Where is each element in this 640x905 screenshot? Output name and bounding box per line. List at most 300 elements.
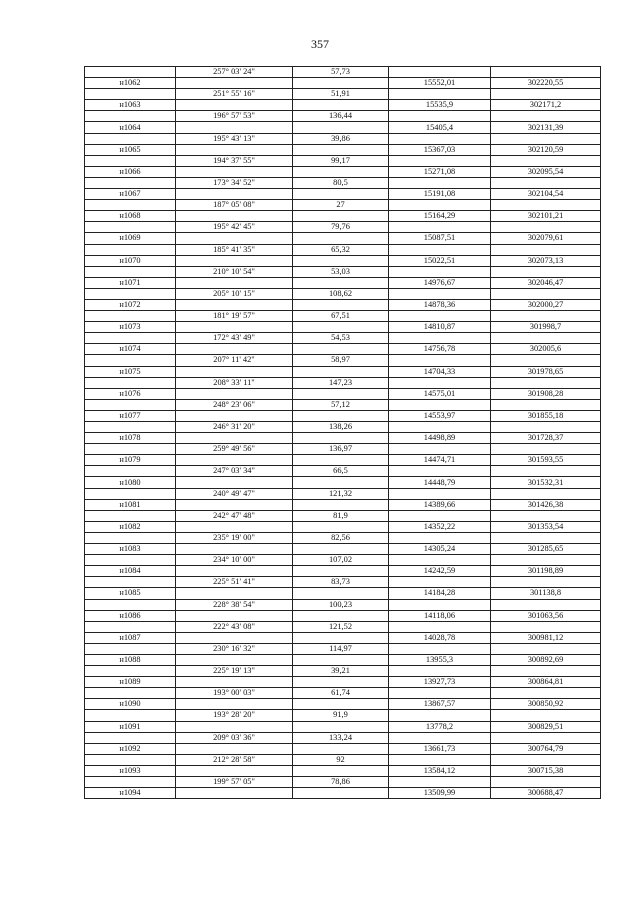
angle-cell: [176, 721, 293, 732]
point-name-cell: н1088: [85, 654, 176, 665]
point-name-cell: н1079: [85, 455, 176, 466]
y-coordinate-cell: 302000,27: [491, 299, 601, 310]
angle-cell: 181° 19' 57": [176, 311, 293, 322]
point-row: [85, 144, 601, 155]
length-cell: 107,02: [293, 555, 389, 566]
x-coordinate-cell: [389, 133, 491, 144]
x-coordinate-cell: [389, 777, 491, 788]
segment-row: [85, 599, 601, 610]
y-coordinate-cell: [491, 488, 601, 499]
point-row: [85, 477, 601, 488]
x-coordinate-cell: [389, 555, 491, 566]
length-cell: [293, 100, 389, 111]
segment-row: [85, 200, 601, 211]
x-coordinate-cell: [389, 510, 491, 521]
angle-cell: [176, 677, 293, 688]
x-coordinate-cell: 14498,89: [389, 433, 491, 444]
point-name-cell: н1092: [85, 743, 176, 754]
length-cell: 51,91: [293, 89, 389, 100]
length-cell: [293, 677, 389, 688]
point-row: [85, 455, 601, 466]
angle-cell: 207° 11' 42": [176, 355, 293, 366]
angle-cell: [176, 144, 293, 155]
y-coordinate-cell: 302005,6: [491, 344, 601, 355]
angle-cell: 225° 19' 13": [176, 666, 293, 677]
length-cell: [293, 277, 389, 288]
length-cell: [293, 410, 389, 421]
length-cell: [293, 255, 389, 266]
point-row: [85, 588, 601, 599]
point-name-cell: н1080: [85, 477, 176, 488]
angle-cell: 208° 33' 11": [176, 377, 293, 388]
length-cell: 57,73: [293, 67, 389, 78]
angle-cell: [176, 588, 293, 599]
length-cell: [293, 566, 389, 577]
y-coordinate-cell: 301426,38: [491, 499, 601, 510]
length-cell: [293, 233, 389, 244]
length-cell: [293, 743, 389, 754]
length-cell: [293, 344, 389, 355]
angle-cell: [176, 299, 293, 310]
point-name-cell: [85, 532, 176, 543]
y-coordinate-cell: [491, 599, 601, 610]
angle-cell: 246° 31' 20": [176, 422, 293, 433]
length-cell: 57,12: [293, 399, 389, 410]
point-name-cell: [85, 155, 176, 166]
length-cell: 138,26: [293, 422, 389, 433]
x-coordinate-cell: 14704,33: [389, 366, 491, 377]
point-row: [85, 610, 601, 621]
length-cell: 108,62: [293, 288, 389, 299]
x-coordinate-cell: 15164,29: [389, 211, 491, 222]
angle-cell: 251° 55' 16": [176, 89, 293, 100]
length-cell: 65,32: [293, 244, 389, 255]
x-coordinate-cell: [389, 200, 491, 211]
segment-row: [85, 67, 601, 78]
y-coordinate-cell: [491, 133, 601, 144]
x-coordinate-cell: 14810,87: [389, 322, 491, 333]
segment-row: [85, 710, 601, 721]
x-coordinate-cell: 15367,03: [389, 144, 491, 155]
angle-cell: [176, 610, 293, 621]
y-coordinate-cell: 302095,54: [491, 166, 601, 177]
angle-cell: 225° 51' 41": [176, 577, 293, 588]
segment-row: [85, 621, 601, 632]
x-coordinate-cell: [389, 754, 491, 765]
x-coordinate-cell: [389, 177, 491, 188]
angle-cell: [176, 765, 293, 776]
point-row: [85, 344, 601, 355]
angle-cell: [176, 788, 293, 799]
segment-row: [85, 222, 601, 233]
point-name-cell: н1076: [85, 388, 176, 399]
y-coordinate-cell: [491, 510, 601, 521]
x-coordinate-cell: 15535,9: [389, 100, 491, 111]
y-coordinate-cell: [491, 555, 601, 566]
point-name-cell: [85, 244, 176, 255]
angle-cell: [176, 499, 293, 510]
length-cell: [293, 166, 389, 177]
x-coordinate-cell: 14352,22: [389, 521, 491, 532]
y-coordinate-cell: [491, 67, 601, 78]
y-coordinate-cell: 302171,2: [491, 100, 601, 111]
length-cell: 136,97: [293, 444, 389, 455]
length-cell: [293, 388, 389, 399]
length-cell: [293, 477, 389, 488]
segment-row: [85, 266, 601, 277]
x-coordinate-cell: [389, 67, 491, 78]
point-row: [85, 788, 601, 799]
angle-cell: 230° 16' 32": [176, 643, 293, 654]
y-coordinate-cell: [491, 200, 601, 211]
y-coordinate-cell: [491, 333, 601, 344]
y-coordinate-cell: [491, 155, 601, 166]
x-coordinate-cell: 13509,99: [389, 788, 491, 799]
x-coordinate-cell: [389, 155, 491, 166]
angle-cell: 187° 05' 08": [176, 200, 293, 211]
point-name-cell: [85, 133, 176, 144]
y-coordinate-cell: 302079,61: [491, 233, 601, 244]
angle-cell: [176, 632, 293, 643]
segment-row: [85, 422, 601, 433]
x-coordinate-cell: [389, 399, 491, 410]
x-coordinate-cell: [389, 688, 491, 699]
angle-cell: [176, 122, 293, 133]
length-cell: [293, 122, 389, 133]
length-cell: 80,5: [293, 177, 389, 188]
length-cell: [293, 499, 389, 510]
angle-cell: 212° 28' 58": [176, 754, 293, 765]
y-coordinate-cell: [491, 666, 601, 677]
point-row: [85, 189, 601, 200]
x-coordinate-cell: [389, 422, 491, 433]
point-name-cell: н1064: [85, 122, 176, 133]
point-name-cell: [85, 488, 176, 499]
angle-cell: 242° 47' 48": [176, 510, 293, 521]
y-coordinate-cell: [491, 688, 601, 699]
point-row: [85, 255, 601, 266]
y-coordinate-cell: [491, 444, 601, 455]
y-coordinate-cell: [491, 311, 601, 322]
y-coordinate-cell: 300688,47: [491, 788, 601, 799]
point-name-cell: н1089: [85, 677, 176, 688]
x-coordinate-cell: [389, 311, 491, 322]
length-cell: 99,17: [293, 155, 389, 166]
angle-cell: [176, 654, 293, 665]
angle-cell: 195° 42' 45": [176, 222, 293, 233]
point-name-cell: [85, 355, 176, 366]
point-name-cell: н1084: [85, 566, 176, 577]
angle-cell: [176, 277, 293, 288]
point-name-cell: [85, 444, 176, 455]
x-coordinate-cell: 14242,59: [389, 566, 491, 577]
point-row: [85, 499, 601, 510]
angle-cell: 248° 23' 06": [176, 399, 293, 410]
angle-cell: 210° 10' 54": [176, 266, 293, 277]
x-coordinate-cell: [389, 333, 491, 344]
y-coordinate-cell: [491, 111, 601, 122]
length-cell: [293, 721, 389, 732]
length-cell: 67,51: [293, 311, 389, 322]
point-name-cell: н1091: [85, 721, 176, 732]
point-name-cell: н1065: [85, 144, 176, 155]
length-cell: 136,44: [293, 111, 389, 122]
length-cell: [293, 455, 389, 466]
length-cell: 78,86: [293, 777, 389, 788]
angle-cell: [176, 366, 293, 377]
y-coordinate-cell: 300864,81: [491, 677, 601, 688]
angle-cell: [176, 233, 293, 244]
point-name-cell: [85, 311, 176, 322]
angle-cell: 257° 03' 24": [176, 67, 293, 78]
y-coordinate-cell: 300829,51: [491, 721, 601, 732]
segment-row: [85, 177, 601, 188]
length-cell: 66,5: [293, 466, 389, 477]
point-name-cell: н1072: [85, 299, 176, 310]
length-cell: 147,23: [293, 377, 389, 388]
point-row: [85, 765, 601, 776]
angle-cell: [176, 699, 293, 710]
point-row: [85, 654, 601, 665]
length-cell: 121,52: [293, 621, 389, 632]
point-name-cell: н1068: [85, 211, 176, 222]
y-coordinate-cell: 301198,89: [491, 566, 601, 577]
segment-row: [85, 666, 601, 677]
length-cell: [293, 366, 389, 377]
angle-cell: 185° 41' 35": [176, 244, 293, 255]
segment-row: [85, 555, 601, 566]
point-row: [85, 743, 601, 754]
angle-cell: 196° 57' 53": [176, 111, 293, 122]
point-row: [85, 78, 601, 89]
segment-row: [85, 244, 601, 255]
x-coordinate-cell: [389, 444, 491, 455]
segment-row: [85, 333, 601, 344]
y-coordinate-cell: [491, 577, 601, 588]
point-name-cell: н1067: [85, 189, 176, 200]
angle-cell: [176, 189, 293, 200]
segment-row: [85, 643, 601, 654]
point-name-cell: н1083: [85, 544, 176, 555]
y-coordinate-cell: 302104,54: [491, 189, 601, 200]
point-name-cell: [85, 754, 176, 765]
x-coordinate-cell: [389, 732, 491, 743]
y-coordinate-cell: 300981,12: [491, 632, 601, 643]
point-row: [85, 521, 601, 532]
point-row: [85, 277, 601, 288]
y-coordinate-cell: [491, 621, 601, 632]
point-row: [85, 433, 601, 444]
segment-row: [85, 288, 601, 299]
length-cell: 91,9: [293, 710, 389, 721]
length-cell: [293, 699, 389, 710]
y-coordinate-cell: [491, 288, 601, 299]
segment-row: [85, 133, 601, 144]
x-coordinate-cell: 14756,78: [389, 344, 491, 355]
point-name-cell: н1085: [85, 588, 176, 599]
y-coordinate-cell: 301063,56: [491, 610, 601, 621]
point-name-cell: [85, 399, 176, 410]
length-cell: 58,97: [293, 355, 389, 366]
y-coordinate-cell: [491, 643, 601, 654]
length-cell: 61,74: [293, 688, 389, 699]
y-coordinate-cell: 301728,37: [491, 433, 601, 444]
y-coordinate-cell: 301908,28: [491, 388, 601, 399]
length-cell: [293, 610, 389, 621]
length-cell: [293, 544, 389, 555]
y-coordinate-cell: [491, 466, 601, 477]
angle-cell: [176, 344, 293, 355]
x-coordinate-cell: [389, 89, 491, 100]
point-row: [85, 366, 601, 377]
point-name-cell: [85, 377, 176, 388]
segment-row: [85, 488, 601, 499]
y-coordinate-cell: 301532,31: [491, 477, 601, 488]
length-cell: 39,21: [293, 666, 389, 677]
y-coordinate-cell: 302046,47: [491, 277, 601, 288]
y-coordinate-cell: 301978,65: [491, 366, 601, 377]
x-coordinate-cell: [389, 222, 491, 233]
length-cell: [293, 788, 389, 799]
point-name-cell: [85, 599, 176, 610]
point-name-cell: [85, 288, 176, 299]
x-coordinate-cell: 14389,66: [389, 499, 491, 510]
angle-cell: 172° 43' 49": [176, 333, 293, 344]
point-row: [85, 233, 601, 244]
y-coordinate-cell: [491, 754, 601, 765]
point-name-cell: н1070: [85, 255, 176, 266]
angle-cell: [176, 433, 293, 444]
length-cell: 54,53: [293, 333, 389, 344]
x-coordinate-cell: [389, 532, 491, 543]
point-name-cell: н1087: [85, 632, 176, 643]
x-coordinate-cell: [389, 488, 491, 499]
x-coordinate-cell: 13955,3: [389, 654, 491, 665]
x-coordinate-cell: [389, 466, 491, 477]
coordinates-table-body: [85, 67, 601, 799]
length-cell: [293, 521, 389, 532]
segment-row: [85, 155, 601, 166]
angle-cell: 228° 38' 54": [176, 599, 293, 610]
length-cell: 27: [293, 200, 389, 211]
length-cell: 81,9: [293, 510, 389, 521]
point-name-cell: [85, 177, 176, 188]
point-name-cell: н1093: [85, 765, 176, 776]
y-coordinate-cell: 301285,65: [491, 544, 601, 555]
length-cell: [293, 632, 389, 643]
x-coordinate-cell: [389, 710, 491, 721]
point-row: [85, 166, 601, 177]
length-cell: 53,03: [293, 266, 389, 277]
segment-row: [85, 777, 601, 788]
angle-cell: 205° 10' 15": [176, 288, 293, 299]
point-row: [85, 388, 601, 399]
y-coordinate-cell: 300892,69: [491, 654, 601, 665]
x-coordinate-cell: 14028,78: [389, 632, 491, 643]
point-name-cell: [85, 266, 176, 277]
point-row: [85, 632, 601, 643]
x-coordinate-cell: 14575,01: [389, 388, 491, 399]
y-coordinate-cell: [491, 244, 601, 255]
y-coordinate-cell: 302120,59: [491, 144, 601, 155]
y-coordinate-cell: [491, 422, 601, 433]
y-coordinate-cell: 302131,39: [491, 122, 601, 133]
y-coordinate-cell: [491, 399, 601, 410]
y-coordinate-cell: 300850,92: [491, 699, 601, 710]
length-cell: 82,56: [293, 532, 389, 543]
point-row: [85, 122, 601, 133]
point-name-cell: [85, 621, 176, 632]
angle-cell: [176, 477, 293, 488]
length-cell: [293, 211, 389, 222]
length-cell: [293, 299, 389, 310]
angle-cell: [176, 388, 293, 399]
point-name-cell: [85, 577, 176, 588]
length-cell: 39,86: [293, 133, 389, 144]
angle-cell: 240° 49' 47": [176, 488, 293, 499]
y-coordinate-cell: [491, 732, 601, 743]
x-coordinate-cell: 15405,4: [389, 122, 491, 133]
y-coordinate-cell: 301138,8: [491, 588, 601, 599]
point-name-cell: н1081: [85, 499, 176, 510]
y-coordinate-cell: 302101,21: [491, 211, 601, 222]
segment-row: [85, 510, 601, 521]
y-coordinate-cell: [491, 710, 601, 721]
segment-row: [85, 732, 601, 743]
point-name-cell: н1075: [85, 366, 176, 377]
x-coordinate-cell: 13867,57: [389, 699, 491, 710]
point-row: [85, 100, 601, 111]
y-coordinate-cell: [491, 355, 601, 366]
point-name-cell: н1082: [85, 521, 176, 532]
x-coordinate-cell: [389, 355, 491, 366]
x-coordinate-cell: 15552,01: [389, 78, 491, 89]
point-name-cell: [85, 643, 176, 654]
length-cell: [293, 654, 389, 665]
point-name-cell: [85, 777, 176, 788]
segment-row: [85, 111, 601, 122]
angle-cell: [176, 743, 293, 754]
angle-cell: [176, 78, 293, 89]
point-row: [85, 410, 601, 421]
segment-row: [85, 444, 601, 455]
angle-cell: 193° 00' 03": [176, 688, 293, 699]
segment-row: [85, 688, 601, 699]
length-cell: [293, 433, 389, 444]
x-coordinate-cell: 13584,12: [389, 765, 491, 776]
y-coordinate-cell: [491, 222, 601, 233]
x-coordinate-cell: [389, 643, 491, 654]
segment-row: [85, 754, 601, 765]
angle-cell: [176, 455, 293, 466]
length-cell: [293, 189, 389, 200]
angle-cell: [176, 211, 293, 222]
point-name-cell: [85, 200, 176, 211]
point-name-cell: [85, 222, 176, 233]
angle-cell: [176, 166, 293, 177]
point-name-cell: н1090: [85, 699, 176, 710]
x-coordinate-cell: [389, 244, 491, 255]
x-coordinate-cell: [389, 666, 491, 677]
angle-cell: 235° 19' 00": [176, 532, 293, 543]
segment-row: [85, 377, 601, 388]
length-cell: 92: [293, 754, 389, 765]
angle-cell: 209° 03' 36": [176, 732, 293, 743]
x-coordinate-cell: 14305,24: [389, 544, 491, 555]
point-name-cell: [85, 89, 176, 100]
x-coordinate-cell: 15271,08: [389, 166, 491, 177]
y-coordinate-cell: [491, 777, 601, 788]
